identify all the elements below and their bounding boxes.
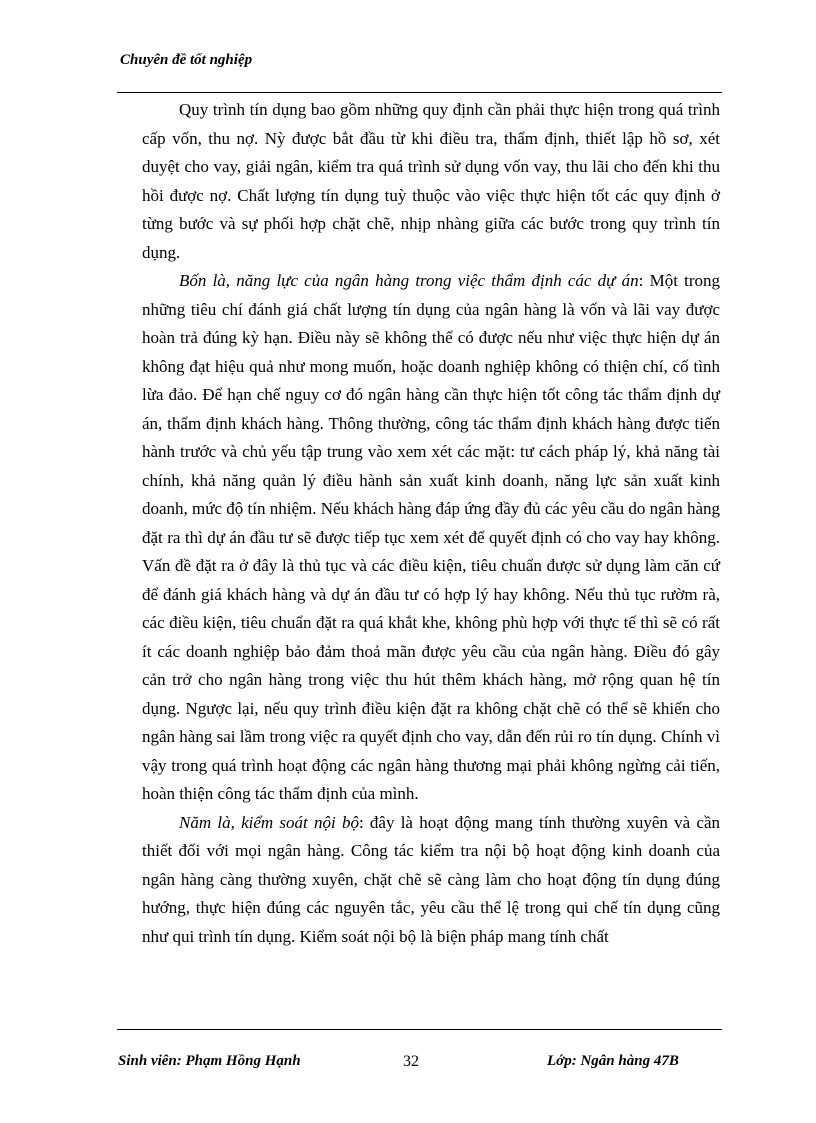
header-divider (117, 92, 722, 93)
paragraph-2 (142, 267, 720, 809)
paragraph-2-text: : Một trong những tiêu chí đánh giá chất lượng tín dụng của ngân hàng là vốn và lãi vay được hoàn trả đúng kỳ hạn. Điều này sẽ không thể có được nếu như việc thực hiện dự án không đạt hiệu quả như mong muốn, hoặc doanh nghiệp không có thiện chí, cố tình lừa đảo. Để hạn chế nguy cơ đó ngân hàng cần thực hiện tốt công tác thẩm định dự án, thẩm định khách hàng. Thông thường, công tác thẩm định khách hàng được tiến hành trước và chủ yếu tập trung vào xem xét các mặt: tư cách pháp lý, khả năng tài chính, khả năng quản lý điều hành sản xuất kinh doanh, năng lực sản xuất kinh doanh, mức độ tín nhiệm. Nếu khách hàng đáp ứng đầy đủ các yêu cầu do ngân hàng đặt ra thì dự án đầu tư sẽ được tiếp tục xem xét để quyết định có cho vay hay không. Vấn đề đặt ra ở đây là thủ tục và các điều kiện, tiêu chuẩn được sử dụng làm căn cứ để đánh giá khách hàng và dự án đầu tư có hợp lý hay không. Nếu thủ tục rườm rà, các điều kiện, tiêu chuẩn đặt ra quá khắt khe, không phù hợp với thực tế thì sẽ có rất ít các doanh nghiệp bảo đảm thoả mãn được yêu cầu của ngân hàng. Điều đó gây cản trở cho ngân hàng trong việc thu hút thêm khách hàng, mở rộng quan hệ tín dụng. Ngược lại, nếu quy trình điều kiện đặt ra không chặt chẽ có thể sẽ khiến cho ngân hàng sai lầm trong việc ra quyết định cho vay, dẫn đến rủi ro tín dụng. Chính vì vậy trong quá trình hoạt động các ngân hàng thương mại phải không ngừng cải tiến, hoàn thiện công tác thẩm định của mình. (142, 271, 720, 803)
paragraph-2-lead: Bốn là, năng lực của ngân hàng trong việc thẩm định các dự án (179, 271, 639, 290)
footer-divider (117, 1029, 722, 1030)
footer-page-number: 32 (403, 1053, 419, 1070)
footer-class-name: Lớp: Ngân hàng 47B (547, 1053, 679, 1069)
document-body (142, 96, 720, 951)
paragraph-3 (142, 809, 720, 952)
document-header-title: Chuyên đề tốt nghiệp (120, 52, 253, 68)
footer-student-name: Sinh viên: Phạm Hồng Hạnh (118, 1053, 301, 1069)
paragraph-3-lead: Năm là, kiểm soát nội bộ (179, 812, 359, 832)
paragraph-1-text: Quy trình tín dụng bao gồm những quy định cần phải thực hiện trong quá trình cấp vốn, thu nợ. Nỳ được bắt đầu từ khi điều tra, thẩm định, thiết lập hồ sơ, xét duyệt cho vay, giải ngân, kiểm tra quá trình sử dụng vốn vay, thu lãi cho đến khi thu hồi được nợ. Chất lượng tín dụng tuỳ thuộc vào việc thực hiện tốt các quy định ở từng bước và sự phối hợp chặt chẽ, nhịp nhàng giữa các bước trong quy trình tín dụng. (142, 100, 720, 262)
paragraph-3-text: : đây là hoạt động mang tính thường xuyên và cần thiết đối với mọi ngân hàng. Công tác kiểm tra nội bộ hoạt động kinh doanh của ngân hàng càng thường xuyên, chặt chẽ sẽ càng làm cho hoạt động tín dụng đúng hướng, thực hiện đúng các nguyên tắc, yêu cầu thể lệ trong qui chế tín dụng cũng như qui trình tín dụng. Kiểm soát nội bộ là biện pháp mang tính chất (142, 812, 720, 946)
paragraph-1 (142, 96, 720, 267)
